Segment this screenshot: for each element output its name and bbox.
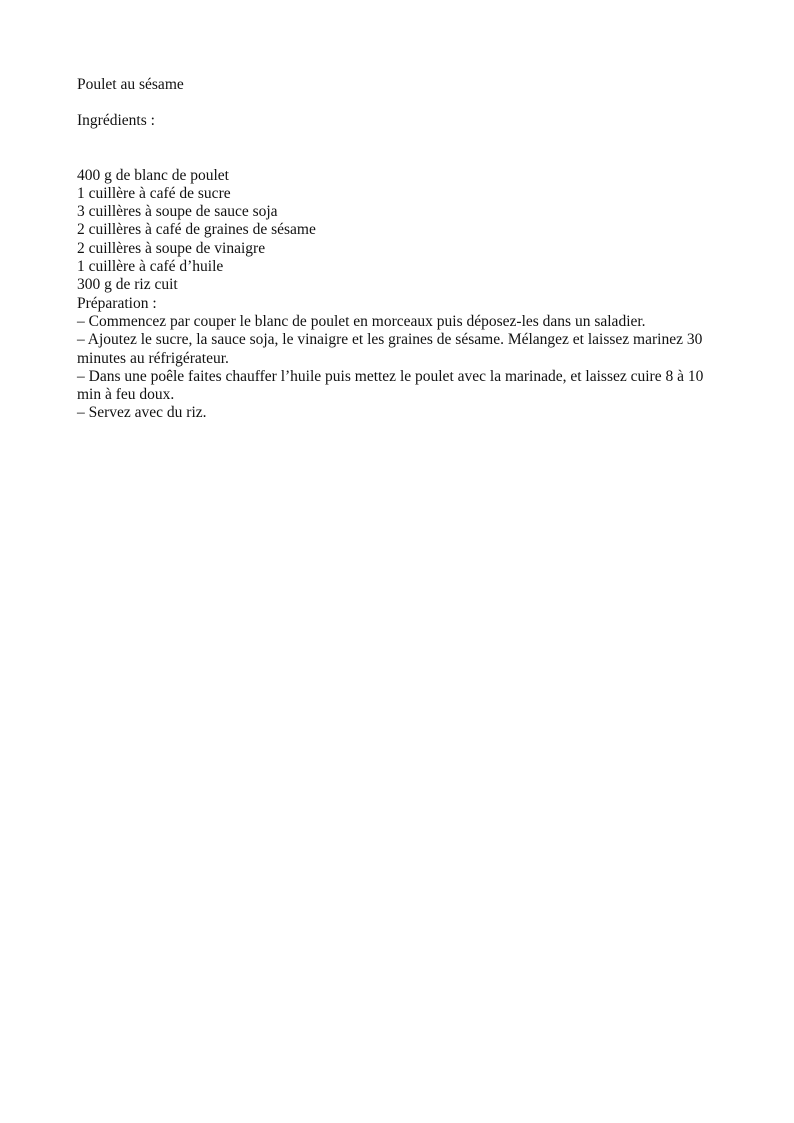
ingredient-item: 2 cuillères à soupe de vinaigre	[77, 239, 266, 257]
ingredient-item: 3 cuillères à soupe de sauce soja	[77, 203, 278, 221]
preparation-step: – Dans une poêle faites chauffer l’huile puis mettez le poulet avec la marinade, et laissez cuire 8 à 10 min à feu doux.	[77, 367, 704, 404]
ingredient-item: 400 g de blanc de poulet	[77, 166, 229, 184]
ingredient-item: 300 g de riz cuit	[77, 276, 178, 294]
ingredients-list	[77, 167, 717, 295]
ingredient-item: 2 cuillères à café de graines de sésame	[77, 221, 316, 239]
document-page	[77, 76, 717, 423]
preparation-step: – Servez avec du riz.	[77, 404, 207, 422]
preparation-step: – Ajoutez le sucre, la sauce soja, le vinaigre et les graines de sésame. Mélangez et laissez marinez 30 minutes au réfrigérateur.	[77, 331, 703, 367]
ingredient-item: 1 cuillère à café de sucre	[77, 184, 231, 202]
ingredient-item: 1 cuillère à café d’huile	[77, 258, 224, 276]
ingredients-heading: Ingrédients :	[77, 112, 155, 130]
preparation-heading: Préparation :	[77, 294, 157, 312]
preparation-steps	[77, 313, 717, 423]
recipe-title: Poulet au sésame	[77, 76, 184, 93]
preparation-step: – Commencez par couper le blanc de poulet en morceaux puis déposez-les dans un saladier.	[77, 312, 646, 330]
